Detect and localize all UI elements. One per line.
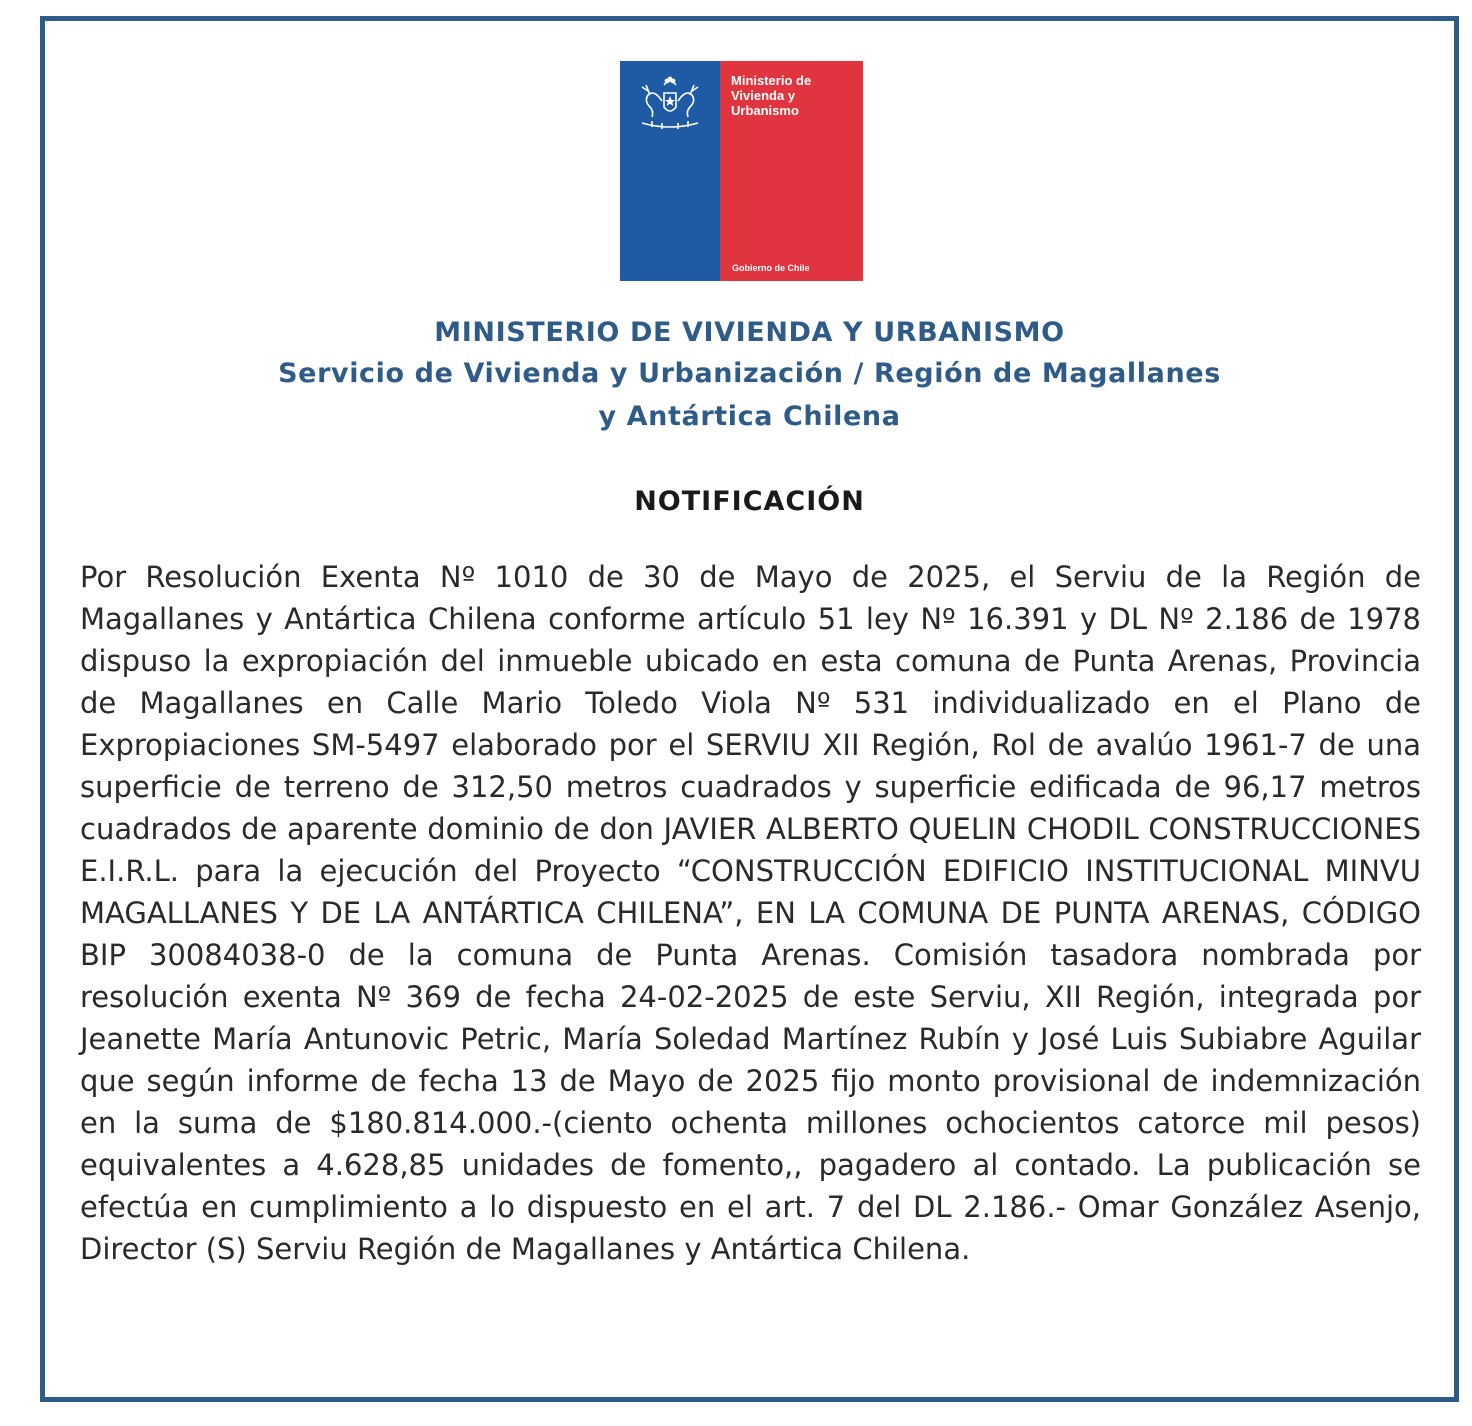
ministry-heading: MINISTERIO DE VIVIENDA Y URBANISMO <box>434 317 1065 348</box>
logo-blue-panel <box>620 61 720 281</box>
region-heading: y Antártica Chilena <box>598 401 901 432</box>
notice-title: NOTIFICACIÓN <box>634 486 865 517</box>
ministry-logo <box>620 61 863 281</box>
logo-red-panel <box>720 61 863 281</box>
notice-body: Por Resolución Exenta Nº 1010 de 30 de Mayo de 2025, el Serviu de la Región de Magallanes y Antártica Chilena conforme artículo 51 ley Nº 16.391 y DL Nº 2.186 de 1978 dispuso la expropiación del inmueble ubicado en esta comuna de Punta Arenas, Provincia de Magallanes en Calle Mario Toledo Viola Nº 531 individualizado en el Plano de Expropiaciones SM-5497 elaborado por el SERVIU XII Región, Rol de avalúo 1961-7 de una superficie de terreno de 312,50 metros cuadrados y superficie edificada de 96,17 metros cuadrados de aparente dominio de don JAVIER ALBERTO QUELIN CHODIL CONSTRUCCIONES E.I.R.L. para la ejecución del Proyecto “CONSTRUCCIÓN EDIFICIO INSTITUCIONAL MINVU MAGALLANES Y DE LA ANTÁRTICA CHILENA”, EN LA COMUNA DE PUNTA ARENAS, CÓDIGO BIP 30084038-0 de la comuna de Punta Arenas. Comisión tasadora nombrada por resolución exenta Nº 369 de fecha 24-02-2025 de este Serviu, XII Región, integrada por Jeanette María Antunovic Petric, María Soledad Martínez Rubín y José Luis Subiabre Aguilar que según informe de fecha 13 de Mayo de 2025 fijo monto provisional de indemnización en la suma de $180.814.000.-(ciento ochenta millones ochocientos catorce mil pesos) equivalentes a 4.628,85 unidades de fomento,, pagadero al contado. La publicación se efectúa en cumplimiento a lo dispuesto en el art. 7 del DL 2.186.- Omar González Asenjo, Director (S) Serviu Región de Magallanes y Antártica Chilena. <box>80 560 1421 1266</box>
logo-ministry-name: Ministerio de Vivienda y Urbanismo <box>731 73 812 118</box>
service-heading: Servicio de Vivienda y Urbanización / Región de Magallanes <box>278 358 1221 389</box>
logo-government-footer: Gobierno de Chile <box>732 263 810 273</box>
coat-of-arms-icon <box>628 71 712 133</box>
notice-frame <box>40 16 1459 1402</box>
